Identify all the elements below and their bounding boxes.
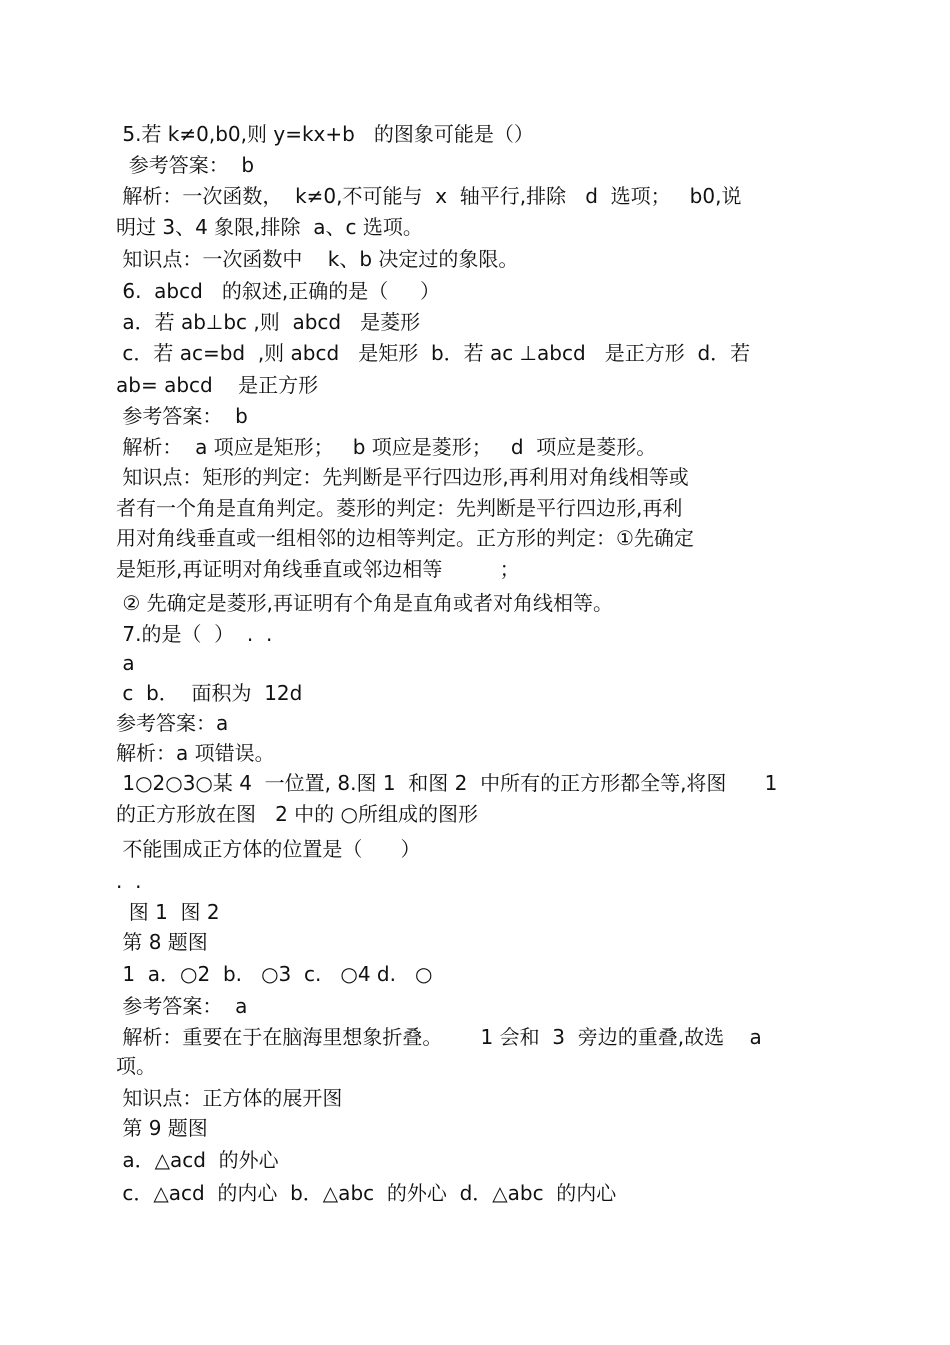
text-line: c b． 面积为 12d: [116, 681, 303, 705]
text-line: 解析： a 项应是矩形； b 项应是菱形； d 项应是菱形。: [116, 435, 657, 459]
text-line: 参考答案：a: [116, 711, 229, 735]
text-line: 不能围成正方体的位置是（ ）: [116, 837, 421, 861]
text-line: c．△acd 的内心 b．△abc 的外心 d．△abc 的内心: [116, 1181, 617, 1205]
text-line: 7.的是（ ） . .: [116, 622, 273, 646]
text-line: 参考答案： b: [116, 404, 248, 428]
text-line: 第 8 题图: [116, 930, 208, 954]
text-line: . .: [116, 869, 142, 893]
text-line: a．△acd 的外心: [116, 1148, 279, 1172]
text-line: 参考答案： b: [116, 153, 255, 177]
text-line: 知识点：正方体的展开图: [116, 1086, 343, 1110]
text-line: 解析：a 项错误。: [116, 741, 275, 765]
text-line: a．若 ab⊥bc ,则 abcd 是菱形: [116, 310, 421, 334]
text-line: 解析：重要在于在脑海里想象折叠。 1 会和 3 旁边的重叠,故选 a: [116, 1025, 762, 1049]
text-line: 知识点：矩形的判定：先判断是平行四边形,再利用对角线相等或: [116, 465, 689, 489]
text-line: 明过 3、4 象限,排除 a、c 选项。: [116, 215, 423, 239]
text-line: 项。: [116, 1054, 156, 1078]
text-line: 用对角线垂直或一组相邻的边相等判定。正方形的判定：①先确定: [116, 526, 694, 550]
text-line: 是矩形,再证明对角线垂直或邻边相等 ；: [116, 557, 520, 581]
text-line: 1 a．○2 b. ○3 c. ○4 d. ○: [116, 962, 433, 986]
text-line: 知识点：一次函数中 k、b 决定过的象限。: [116, 247, 519, 271]
text-line: ② 先确定是菱形,再证明有个角是直角或者对角线相等。: [116, 591, 614, 615]
text-line: 的正方形放在图 2 中的 ○所组成的图形: [116, 802, 478, 826]
text-line: 者有一个角是直角判定。菱形的判定：先判断是平行四边形,再利: [116, 496, 683, 520]
text-line: c．若 ac=bd ,则 abcd 是矩形 b．若 ac ⊥abcd 是正方形 d．若: [116, 341, 751, 365]
text-line: ab= abcd 是正方形: [116, 373, 319, 397]
text-line: 解析：一次函数， k≠0,不可能与 x 轴平行,排除 d 选项； b0,说: [116, 184, 742, 208]
text-line: 图 1 图 2: [116, 900, 220, 924]
text-line: 5.若 k≠0,b0,则 y=kx+b 的图象可能是（）: [116, 122, 534, 146]
text-line: 1○2○3○某 4 一位置, 8.图 1 和图 2 中所有的正方形都全等,将图 1: [116, 771, 778, 795]
text-line: 6. abcd 的叙述,正确的是（ ）: [116, 279, 441, 303]
text-line: 第 9 题图: [116, 1116, 208, 1140]
text-line: a: [116, 651, 135, 675]
text-line: 参考答案： a: [116, 994, 248, 1018]
